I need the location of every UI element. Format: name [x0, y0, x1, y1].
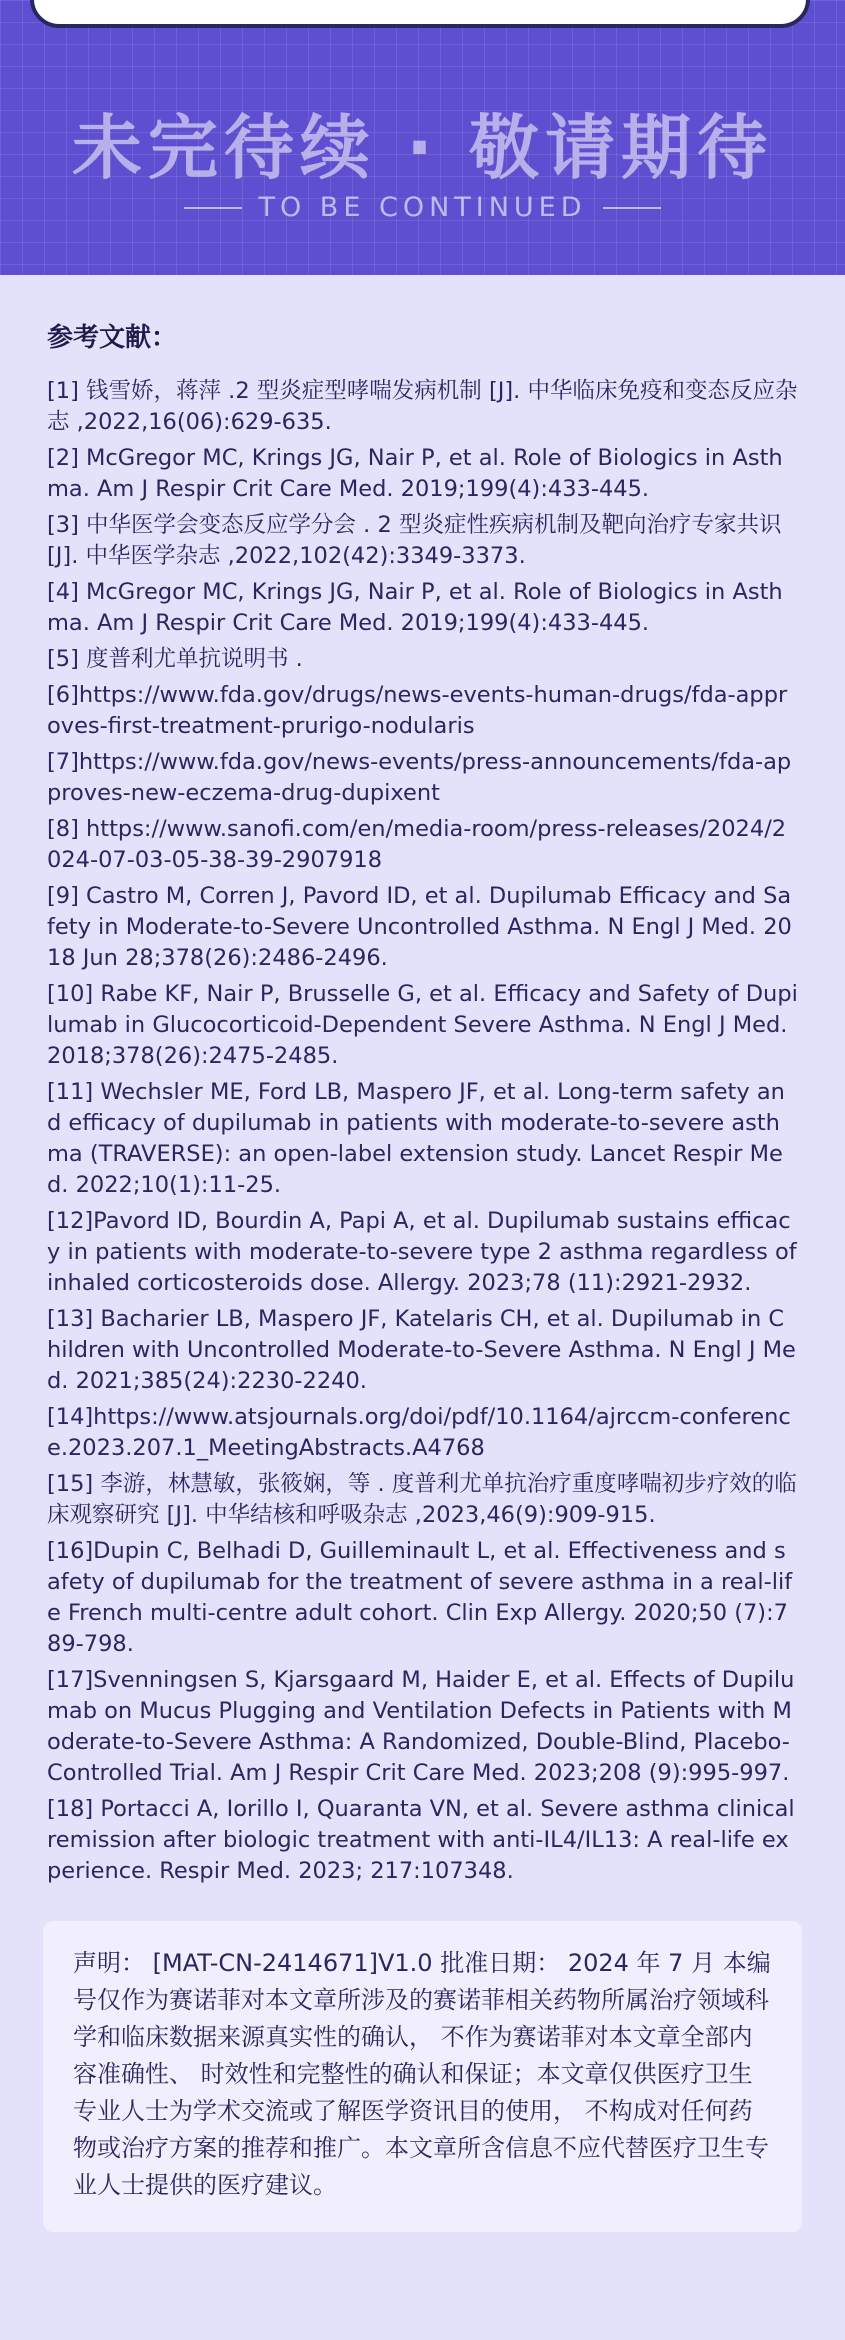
right-dash-divider [603, 207, 661, 209]
left-dash-divider [184, 207, 242, 209]
reference-item: [1] 钱雪娇，蒋萍 .2 型炎症型哮喘发病机制 [J]. 中华临床免疫和变态反应杂志 ,2022,16(06):629-635. [47, 378, 798, 435]
banner-subtitle: TO BE CONTINUED [258, 192, 587, 223]
reference-item: [13] Bacharier LB, Maspero JF, Katelaris CH, et al. Dupilumab in Children with Uncontrolled Moderate-to-Severe Asthma. N Engl J Med. 2021;385(24):2230-2240. [47, 1306, 796, 1394]
reference-item: [5] 度普利尤单抗说明书 . [47, 646, 303, 672]
reference-list [47, 376, 798, 1887]
reference-item: [2] McGregor MC, Krings JG, Nair P, et al. Role of Biologics in Asthma. Am J Respir Crit Care Med. 2019;199(4):433-445. [47, 445, 783, 502]
reference-item: [10] Rabe KF, Nair P, Brusselle G, et al. Efficacy and Safety of Dupilumab in Glucocorticoid-Dependent Severe Asthma. N Engl J Med. 2018;378(26):2475-2485. [47, 981, 798, 1069]
reference-item: [18] Portacci A, Iorillo I, Quaranta VN, et al. Severe asthma clinical remission after biologic treatment with anti-IL4/IL13: A real-life experience. Respir Med. 2023; 217:107348. [47, 1796, 795, 1884]
reference-item: [11] Wechsler ME, Ford LB, Maspero JF, et al. Long-term safety and efficacy of dupilumab in patients with moderate-to-severe asthma (TRAVERSE): an open-label extension study. Lancet Respir Med. 2022;10(1):11-25. [47, 1079, 785, 1198]
reference-item: [9] Castro M, Corren J, Pavord ID, et al. Dupilumab Efficacy and Safety in Moderate-to-Severe Uncontrolled Asthma. N Engl J Med. 2018 Jun 28;378(26):2486-2496. [47, 883, 792, 971]
reference-item: [16]Dupin C, Belhadi D, Guilleminault L, et al. Effectiveness and safety of dupilumab for the treatment of severe asthma in a real-life French multi-centre adult cohort. Clin Exp Allergy. 2020;50 (7):789-798. [47, 1538, 793, 1657]
reference-link-item[interactable]: [8] https://www.sanofi.com/en/media-room/press-releases/2024/2024-07-03-05-38-39-2907918 [47, 816, 787, 873]
reference-item: [15] 李游，林慧敏，张筱娴，等 . 度普利尤单抗治疗重度哮喘初步疗效的临床观察研究 [J]. 中华结核和呼吸杂志 ,2023,46(9):909-915. [47, 1471, 797, 1528]
banner-subtitle-row [0, 192, 845, 223]
reference-item: [4] McGregor MC, Krings JG, Nair P, et al. Role of Biologics in Asthma. Am J Respir Crit Care Med. 2019;199(4):433-445. [47, 579, 783, 636]
banner-title: 未完待续 · 敬请期待 [71, 107, 774, 189]
reference-link-item[interactable]: [14]https://www.atsjournals.org/doi/pdf/10.1164/ajrccm-conference.2023.207.1_MeetingAbstracts.A4768 [47, 1404, 791, 1461]
reference-link-item[interactable]: [7]https://www.fda.gov/news-events/press-announcements/fda-approves-new-eczema-drug-dupixent [47, 749, 792, 806]
references-heading: 参考文献： [47, 323, 178, 353]
references-section [0, 275, 845, 1887]
reference-item: [12]Pavord ID, Bourdin A, Papi A, et al. Dupilumab sustains efficacy in patients with moderate-to-severe type 2 asthma regardless of inhaled corticosteroids dose. Allergy. 2023;78 (11):2921-2932. [47, 1208, 797, 1296]
reference-item: [3] 中华医学会变态反应学分会 . 2 型炎症性疾病机制及靶向治疗专家共识 [J]. 中华医学杂志 ,2022,102(42):3349-3373. [47, 512, 782, 569]
disclaimer-box [43, 1921, 802, 2232]
previous-card-edge [30, 0, 810, 28]
disclaimer-text: 声明： [MAT-CN-2414671]V1.0 批准日期： 2024 年 7 月 本编号仅作为赛诺菲对本文章所涉及的赛诺菲相关药物所属治疗领域科学和临床数据来源真实性的确认， 不作为赛诺菲对本文章全部内容准确性、 时效性和完整性的确认和保证；本文章仅供医疗卫生专业人士为学术交流或了解医学资讯目的使用， 不构成对任何药物或治疗方案的推荐和推广。本文章所含信息不应代替医疗卫生专业人士提供的医疗建议。 [73, 1949, 771, 2199]
reference-link-item[interactable]: [6]https://www.fda.gov/drugs/news-events-human-drugs/fda-approves-first-treatment-prurigo-nodularis [47, 682, 788, 739]
reference-item: [17]Svenningsen S, Kjarsgaard M, Haider E, et al. Effects of Dupilumab on Mucus Plugging and Ventilation Defects in Patients with Moderate-to-Severe Asthma: A Randomized, Double-Blind, Placebo-Controlled Trial. Am J Respir Crit Care Med. 2023;208 (9):995-997. [47, 1667, 795, 1786]
continuation-banner [0, 0, 845, 275]
